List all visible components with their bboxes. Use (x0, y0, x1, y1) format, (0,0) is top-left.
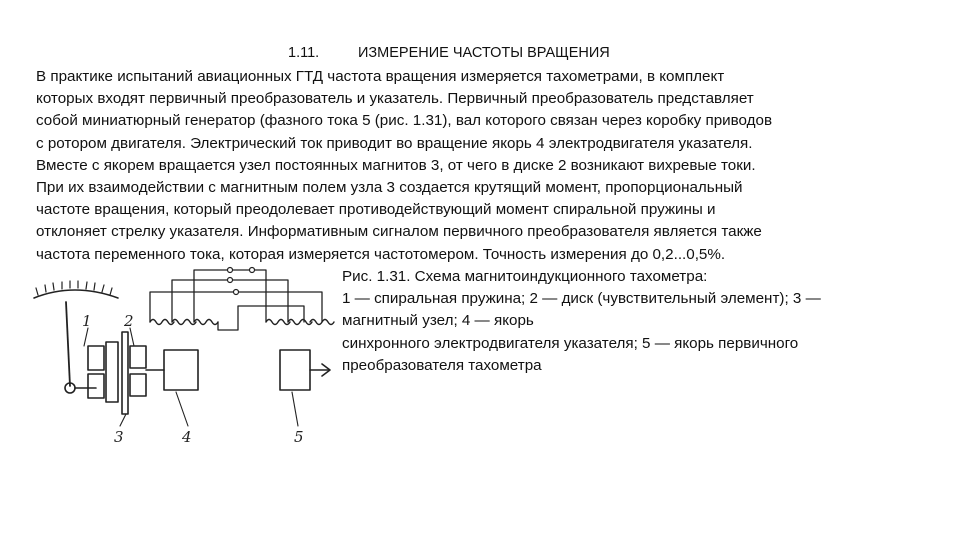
figure-label-2: 2 (124, 312, 134, 330)
paragraph-line: В практике испытаний авиационных ГТД частота вращения измеряется тахометрами, в комплект (36, 68, 725, 85)
caption-line: Рис. 1.31. Схема магнитоиндукционного тахометра: (342, 268, 708, 285)
caption-line: преобразователя тахометра (342, 356, 542, 374)
paragraph-line: с ротором двигателя. Электрический ток приводит во вращение якорь 4 электродвигателя указателя. (36, 134, 753, 152)
figure-label-5: 5 (294, 428, 304, 446)
paragraph-line: собой миниатюрный генератор (фазного тока 5 (рис. 1.31), вал которого связан через коробку приводов (36, 112, 773, 130)
section-title: ИЗМЕРЕНИЕ ЧАСТОТЫ ВРАЩЕНИЯ (358, 45, 610, 61)
tachometer-diagram (26, 262, 338, 448)
three-phase-wiring (150, 270, 322, 330)
figure-label-4: 4 (182, 428, 192, 446)
paragraph-line: частоте вращения, который преодолевает противодействующий момент спиральной пружины и (36, 201, 716, 219)
magnet-core (106, 342, 118, 402)
tachometer-schematic (26, 262, 338, 448)
generator-coils (266, 320, 334, 325)
magnet-block-lower-right (130, 374, 146, 396)
leader-line-4 (176, 392, 188, 426)
generator-armature (280, 350, 310, 390)
motor-coils (150, 320, 218, 325)
caption-line: магнитный узел; 4 — якорь (342, 312, 534, 330)
section-number: 1.11. (288, 45, 320, 61)
paragraph-line: отклоняет стрелку указателя. Информативным сигналом первичного преобразователя является также (36, 223, 762, 241)
caption-line: синхронного электродвигателя указателя; 5 — якорь первичного (342, 334, 799, 352)
paragraph-line: Вместе с якорем вращается узел постоянных магнитов 3, от чего в диске 2 возникают вихревые токи. (36, 156, 756, 174)
leader-line-2 (130, 328, 134, 346)
paragraph-line: частота переменного тока, которая измеряется частотомером. Точность измерения до 0,2...0,5%. (36, 245, 726, 263)
section-heading (288, 44, 610, 62)
leader-line-1 (84, 328, 88, 346)
magnet-block-upper-left (88, 346, 104, 370)
indicator-scale-arc (34, 290, 118, 298)
magnet-block-lower-left (88, 374, 104, 398)
sensing-disk (122, 332, 128, 414)
figure-caption (342, 266, 932, 377)
wiring-terminals (228, 268, 255, 295)
motor-armature (164, 350, 198, 390)
body-paragraph (36, 66, 926, 266)
pointer-needle (66, 302, 70, 386)
paragraph-line: При их взаимодействии с магнитным полем узла 3 создается крутящий момент, пропорциональный (36, 179, 743, 197)
figure-label-3: 3 (114, 428, 124, 446)
figure-label-1: 1 (82, 312, 92, 330)
caption-line: 1 — спиральная пружина; 2 — диск (чувствительный элемент); 3 — (342, 290, 821, 308)
leader-line-3 (120, 414, 126, 426)
leader-line-5 (292, 392, 298, 426)
magnet-block-upper-right (130, 346, 146, 368)
paragraph-line: которых входят первичный преобразователь и указатель. Первичный преобразователь представляет (36, 90, 754, 108)
